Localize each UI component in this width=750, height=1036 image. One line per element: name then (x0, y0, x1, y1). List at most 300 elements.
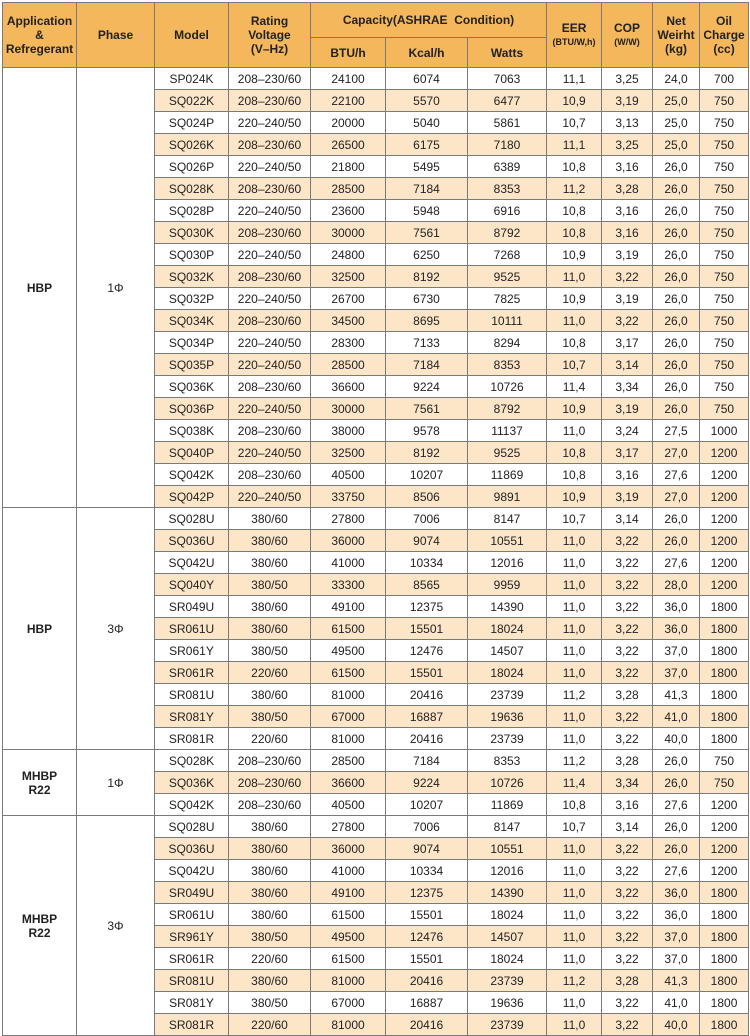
eer-cell: 11,0 (547, 706, 602, 728)
oil-charge-cell: 1200 (700, 530, 749, 552)
model-cell: SR081R (155, 728, 229, 750)
table-row (3, 68, 749, 90)
header-oil-charge-line3: (cc) (713, 42, 735, 56)
watts-cell: 6389 (468, 156, 547, 178)
eer-cell: 11,1 (547, 68, 602, 90)
watts-cell: 8147 (468, 816, 547, 838)
rating-voltage-cell: 380/60 (229, 816, 311, 838)
watts-cell: 11869 (468, 464, 547, 486)
model-cell: SQ035P (155, 354, 229, 376)
header-oil-charge-line1: Oil (716, 14, 733, 28)
eer-cell: 11,0 (547, 926, 602, 948)
oil-charge-cell: 1800 (700, 1014, 749, 1036)
kcal-cell: 7561 (386, 398, 468, 420)
rating-voltage-cell: 220/60 (229, 662, 311, 684)
net-weight-cell: 26,0 (653, 156, 700, 178)
kcal-cell: 6250 (386, 244, 468, 266)
rating-voltage-cell: 208–230/60 (229, 376, 311, 398)
btu-cell: 61500 (311, 948, 386, 970)
watts-cell: 19636 (468, 992, 547, 1014)
btu-cell: 28500 (311, 178, 386, 200)
eer-cell: 10,8 (547, 464, 602, 486)
eer-cell: 11,0 (547, 838, 602, 860)
eer-cell: 10,8 (547, 332, 602, 354)
rating-voltage-cell: 220–240/50 (229, 156, 311, 178)
header-rating-line1: Rating (250, 14, 289, 28)
oil-charge-cell: 1800 (700, 992, 749, 1014)
btu-cell: 34500 (311, 310, 386, 332)
rating-voltage-cell: 208–230/60 (229, 772, 311, 794)
kcal-cell: 5495 (386, 156, 468, 178)
kcal-cell: 7133 (386, 332, 468, 354)
rating-voltage-cell: 220–240/50 (229, 332, 311, 354)
model-cell: SR061U (155, 904, 229, 926)
cop-cell: 3,28 (602, 178, 653, 200)
eer-cell: 11,2 (547, 178, 602, 200)
kcal-cell: 15501 (386, 904, 468, 926)
model-cell: SR081U (155, 684, 229, 706)
model-cell: SQ026K (155, 134, 229, 156)
oil-charge-cell: 1200 (700, 794, 749, 816)
cop-cell: 3,25 (602, 68, 653, 90)
kcal-cell: 20416 (386, 728, 468, 750)
net-weight-cell: 26,0 (653, 816, 700, 838)
net-weight-cell: 25,0 (653, 134, 700, 156)
net-weight-cell: 41,0 (653, 992, 700, 1014)
cop-cell: 3,22 (602, 860, 653, 882)
kcal-cell: 10207 (386, 794, 468, 816)
cop-cell: 3,24 (602, 420, 653, 442)
net-weight-cell: 37,0 (653, 662, 700, 684)
watts-cell: 9959 (468, 574, 547, 596)
kcal-cell: 12476 (386, 640, 468, 662)
watts-cell: 10111 (468, 310, 547, 332)
rating-voltage-cell: 380/60 (229, 904, 311, 926)
oil-charge-cell: 1200 (700, 508, 749, 530)
cop-cell: 3,22 (602, 948, 653, 970)
kcal-cell: 12476 (386, 926, 468, 948)
application-line: MHBP (21, 768, 58, 783)
eer-cell: 11,0 (547, 640, 602, 662)
eer-cell: 10,9 (547, 486, 602, 508)
kcal-cell: 10334 (386, 552, 468, 574)
btu-cell: 38000 (311, 420, 386, 442)
net-weight-cell: 27,0 (653, 442, 700, 464)
table-row (3, 816, 749, 838)
btu-cell: 41000 (311, 552, 386, 574)
cop-cell: 3,22 (602, 926, 653, 948)
phase-cell: 3Φ (77, 508, 155, 750)
model-cell: SQ042K (155, 794, 229, 816)
eer-cell: 10,7 (547, 354, 602, 376)
rating-voltage-cell: 220–240/50 (229, 244, 311, 266)
btu-cell: 28300 (311, 332, 386, 354)
rating-voltage-cell: 380/60 (229, 684, 311, 706)
model-cell: SQ034P (155, 332, 229, 354)
btu-cell: 26500 (311, 134, 386, 156)
model-cell: SR049U (155, 882, 229, 904)
model-cell: SQ030P (155, 244, 229, 266)
kcal-cell: 6175 (386, 134, 468, 156)
eer-cell: 10,7 (547, 112, 602, 134)
eer-cell: 10,9 (547, 288, 602, 310)
rating-voltage-cell: 380/60 (229, 882, 311, 904)
kcal-cell: 7561 (386, 222, 468, 244)
header-net-weight (653, 3, 700, 68)
application-line: HBP (26, 621, 53, 636)
header-phase: Phase (77, 3, 155, 68)
watts-cell: 6916 (468, 200, 547, 222)
eer-cell: 11,1 (547, 134, 602, 156)
btu-cell: 36000 (311, 530, 386, 552)
cop-cell: 3,22 (602, 552, 653, 574)
net-weight-cell: 41,0 (653, 706, 700, 728)
eer-cell: 10,8 (547, 222, 602, 244)
model-cell: SQ036U (155, 530, 229, 552)
cop-cell: 3,22 (602, 992, 653, 1014)
net-weight-cell: 28,0 (653, 574, 700, 596)
net-weight-cell: 26,0 (653, 530, 700, 552)
model-cell: SR061Y (155, 640, 229, 662)
watts-cell: 14390 (468, 596, 547, 618)
kcal-cell: 20416 (386, 970, 468, 992)
btu-cell: 61500 (311, 618, 386, 640)
oil-charge-cell: 1800 (700, 706, 749, 728)
btu-cell: 27800 (311, 816, 386, 838)
application-cell (3, 750, 77, 816)
btu-cell: 23600 (311, 200, 386, 222)
header-model: Model (155, 3, 229, 68)
kcal-cell: 20416 (386, 684, 468, 706)
oil-charge-cell: 1200 (700, 574, 749, 596)
kcal-cell: 9074 (386, 838, 468, 860)
net-weight-cell: 40,0 (653, 728, 700, 750)
model-cell: SR061R (155, 948, 229, 970)
eer-cell: 10,8 (547, 794, 602, 816)
net-weight-cell: 26,0 (653, 178, 700, 200)
btu-cell: 49500 (311, 926, 386, 948)
kcal-cell: 9224 (386, 376, 468, 398)
eer-cell: 11,2 (547, 750, 602, 772)
kcal-cell: 7006 (386, 816, 468, 838)
eer-cell: 10,9 (547, 398, 602, 420)
btu-cell: 36600 (311, 772, 386, 794)
model-cell: SQ028K (155, 750, 229, 772)
kcal-cell: 7006 (386, 508, 468, 530)
watts-cell: 23739 (468, 684, 547, 706)
btu-cell: 40500 (311, 794, 386, 816)
rating-voltage-cell: 220–240/50 (229, 200, 311, 222)
rating-voltage-cell: 220–240/50 (229, 112, 311, 134)
application-line: MHBP (21, 911, 58, 926)
eer-cell: 11,0 (547, 266, 602, 288)
btu-cell: 49100 (311, 882, 386, 904)
header-net-weight-line3: (kg) (665, 42, 688, 56)
kcal-cell: 5570 (386, 90, 468, 112)
kcal-cell: 15501 (386, 662, 468, 684)
cop-cell: 3,19 (602, 244, 653, 266)
header-watts: Watts (468, 38, 547, 68)
model-cell: SQ042U (155, 552, 229, 574)
eer-cell: 11,0 (547, 618, 602, 640)
net-weight-cell: 36,0 (653, 904, 700, 926)
btu-cell: 36000 (311, 838, 386, 860)
cop-cell: 3,22 (602, 596, 653, 618)
application-line: HBP (26, 280, 53, 295)
oil-charge-cell: 750 (700, 134, 749, 156)
header-btu: BTU/h (311, 38, 386, 68)
kcal-cell: 9224 (386, 772, 468, 794)
oil-charge-cell: 750 (700, 354, 749, 376)
eer-cell: 11,0 (547, 948, 602, 970)
watts-cell: 8294 (468, 332, 547, 354)
header-eer-label: EER (561, 21, 587, 35)
oil-charge-cell: 750 (700, 90, 749, 112)
net-weight-cell: 26,0 (653, 398, 700, 420)
net-weight-cell: 27,6 (653, 860, 700, 882)
btu-cell: 33750 (311, 486, 386, 508)
kcal-cell: 8192 (386, 266, 468, 288)
phase-cell: 3Φ (77, 816, 155, 1036)
btu-cell: 28500 (311, 750, 386, 772)
cop-cell: 3,22 (602, 662, 653, 684)
net-weight-cell: 27,0 (653, 486, 700, 508)
cop-cell: 3,16 (602, 222, 653, 244)
model-cell: SQ028K (155, 178, 229, 200)
btu-cell: 21800 (311, 156, 386, 178)
model-cell: SP024K (155, 68, 229, 90)
cop-cell: 3,13 (602, 112, 653, 134)
net-weight-cell: 37,0 (653, 640, 700, 662)
kcal-cell: 20416 (386, 1014, 468, 1036)
header-eer-unit: (BTU/W,h) (552, 37, 596, 47)
oil-charge-cell: 1800 (700, 618, 749, 640)
watts-cell: 23739 (468, 728, 547, 750)
kcal-cell: 9074 (386, 530, 468, 552)
rating-voltage-cell: 208–230/60 (229, 310, 311, 332)
kcal-cell: 8695 (386, 310, 468, 332)
header-rating-line3: (V–Hz) (250, 42, 289, 56)
btu-cell: 24100 (311, 68, 386, 90)
header-application (3, 3, 77, 68)
oil-charge-cell: 1800 (700, 640, 749, 662)
rating-voltage-cell: 208–230/60 (229, 134, 311, 156)
cop-cell: 3,25 (602, 134, 653, 156)
net-weight-cell: 26,0 (653, 244, 700, 266)
eer-cell: 10,7 (547, 508, 602, 530)
model-cell: SQ042P (155, 486, 229, 508)
model-cell: SQ034K (155, 310, 229, 332)
net-weight-cell: 26,0 (653, 310, 700, 332)
rating-voltage-cell: 380/60 (229, 508, 311, 530)
header-oil-charge-line2: Charge (703, 28, 745, 42)
model-cell: SQ036U (155, 838, 229, 860)
cop-cell: 3,28 (602, 750, 653, 772)
cop-cell: 3,22 (602, 266, 653, 288)
rating-voltage-cell: 208–230/60 (229, 266, 311, 288)
net-weight-cell: 26,0 (653, 508, 700, 530)
cop-cell: 3,22 (602, 1014, 653, 1036)
rating-voltage-cell: 220–240/50 (229, 442, 311, 464)
oil-charge-cell: 1800 (700, 882, 749, 904)
eer-cell: 11,0 (547, 596, 602, 618)
eer-cell: 11,4 (547, 772, 602, 794)
cop-cell: 3,14 (602, 354, 653, 376)
oil-charge-cell: 750 (700, 750, 749, 772)
eer-cell: 11,2 (547, 684, 602, 706)
oil-charge-cell: 750 (700, 200, 749, 222)
oil-charge-cell: 750 (700, 376, 749, 398)
model-cell: SR061R (155, 662, 229, 684)
net-weight-cell: 37,0 (653, 948, 700, 970)
kcal-cell: 8506 (386, 486, 468, 508)
rating-voltage-cell: 380/50 (229, 992, 311, 1014)
eer-cell: 11,0 (547, 992, 602, 1014)
net-weight-cell: 27,6 (653, 794, 700, 816)
rating-voltage-cell: 380/50 (229, 574, 311, 596)
rating-voltage-cell: 380/60 (229, 596, 311, 618)
net-weight-cell: 26,0 (653, 288, 700, 310)
oil-charge-cell: 1800 (700, 926, 749, 948)
phase-cell: 1Φ (77, 750, 155, 816)
oil-charge-cell: 1200 (700, 442, 749, 464)
model-cell: SQ040Y (155, 574, 229, 596)
eer-cell: 11,0 (547, 574, 602, 596)
watts-cell: 8147 (468, 508, 547, 530)
watts-cell: 18024 (468, 904, 547, 926)
compressor-spec-table (2, 2, 749, 1036)
oil-charge-cell: 1200 (700, 486, 749, 508)
model-cell: SQ032K (155, 266, 229, 288)
header-application-line2: & (35, 28, 44, 42)
header-cop (602, 3, 653, 68)
net-weight-cell: 26,0 (653, 376, 700, 398)
eer-cell: 10,8 (547, 156, 602, 178)
btu-cell: 36600 (311, 376, 386, 398)
model-cell: SQ036P (155, 398, 229, 420)
btu-cell: 33300 (311, 574, 386, 596)
oil-charge-cell: 1200 (700, 860, 749, 882)
table-row (3, 750, 749, 772)
cop-cell: 3,28 (602, 684, 653, 706)
oil-charge-cell: 750 (700, 310, 749, 332)
model-cell: SQ022K (155, 90, 229, 112)
kcal-cell: 16887 (386, 992, 468, 1014)
cop-cell: 3,17 (602, 332, 653, 354)
model-cell: SQ036K (155, 772, 229, 794)
btu-cell: 30000 (311, 398, 386, 420)
watts-cell: 18024 (468, 948, 547, 970)
header-application-line1: Application (6, 14, 73, 28)
net-weight-cell: 40,0 (653, 1014, 700, 1036)
watts-cell: 8792 (468, 222, 547, 244)
btu-cell: 27800 (311, 508, 386, 530)
net-weight-cell: 26,0 (653, 772, 700, 794)
btu-cell: 67000 (311, 706, 386, 728)
watts-cell: 14507 (468, 640, 547, 662)
oil-charge-cell: 1200 (700, 552, 749, 574)
oil-charge-cell: 1800 (700, 904, 749, 926)
rating-voltage-cell: 220/60 (229, 948, 311, 970)
eer-cell: 11,0 (547, 882, 602, 904)
oil-charge-cell: 750 (700, 266, 749, 288)
rating-voltage-cell: 380/60 (229, 552, 311, 574)
header-net-weight-line1: Net (666, 14, 686, 28)
btu-cell: 67000 (311, 992, 386, 1014)
net-weight-cell: 26,0 (653, 222, 700, 244)
rating-voltage-cell: 380/60 (229, 618, 311, 640)
net-weight-cell: 27,6 (653, 552, 700, 574)
kcal-cell: 5040 (386, 112, 468, 134)
btu-cell: 40500 (311, 464, 386, 486)
rating-voltage-cell: 208–230/60 (229, 178, 311, 200)
header-application-line3: Refregerant (5, 42, 74, 56)
model-cell: SR081R (155, 1014, 229, 1036)
watts-cell: 10551 (468, 838, 547, 860)
btu-cell: 28500 (311, 354, 386, 376)
btu-cell: 22100 (311, 90, 386, 112)
oil-charge-cell: 1200 (700, 464, 749, 486)
rating-voltage-cell: 208–230/60 (229, 90, 311, 112)
watts-cell: 10726 (468, 376, 547, 398)
application-cell (3, 68, 77, 508)
watts-cell: 7268 (468, 244, 547, 266)
rating-voltage-cell: 220/60 (229, 1014, 311, 1036)
watts-cell: 7180 (468, 134, 547, 156)
btu-cell: 49500 (311, 640, 386, 662)
watts-cell: 5861 (468, 112, 547, 134)
oil-charge-cell: 1200 (700, 838, 749, 860)
table-row (3, 508, 749, 530)
oil-charge-cell: 1800 (700, 728, 749, 750)
btu-cell: 41000 (311, 860, 386, 882)
watts-cell: 8353 (468, 354, 547, 376)
cop-cell: 3,17 (602, 442, 653, 464)
btu-cell: 81000 (311, 684, 386, 706)
model-cell: SQ040P (155, 442, 229, 464)
model-cell: SQ030K (155, 222, 229, 244)
oil-charge-cell: 1800 (700, 970, 749, 992)
btu-cell: 81000 (311, 728, 386, 750)
kcal-cell: 8192 (386, 442, 468, 464)
watts-cell: 23739 (468, 970, 547, 992)
watts-cell: 8353 (468, 178, 547, 200)
eer-cell: 10,9 (547, 244, 602, 266)
eer-cell: 10,9 (547, 90, 602, 112)
eer-cell: 11,4 (547, 376, 602, 398)
rating-voltage-cell: 208–230/60 (229, 68, 311, 90)
eer-cell: 11,0 (547, 530, 602, 552)
eer-cell: 11,0 (547, 860, 602, 882)
kcal-cell: 7184 (386, 750, 468, 772)
cop-cell: 3,16 (602, 156, 653, 178)
net-weight-cell: 26,0 (653, 332, 700, 354)
eer-cell: 11,0 (547, 904, 602, 926)
cop-cell: 3,19 (602, 486, 653, 508)
cop-cell: 3,22 (602, 904, 653, 926)
header-net-weight-line2: Weirht (657, 28, 695, 42)
cop-cell: 3,34 (602, 772, 653, 794)
rating-voltage-cell: 220/60 (229, 728, 311, 750)
model-cell: SQ032P (155, 288, 229, 310)
model-cell: SQ024P (155, 112, 229, 134)
watts-cell: 9891 (468, 486, 547, 508)
cop-cell: 3,22 (602, 530, 653, 552)
oil-charge-cell: 1800 (700, 684, 749, 706)
model-cell: SR961Y (155, 926, 229, 948)
oil-charge-cell: 1000 (700, 420, 749, 442)
cop-cell: 3,19 (602, 398, 653, 420)
